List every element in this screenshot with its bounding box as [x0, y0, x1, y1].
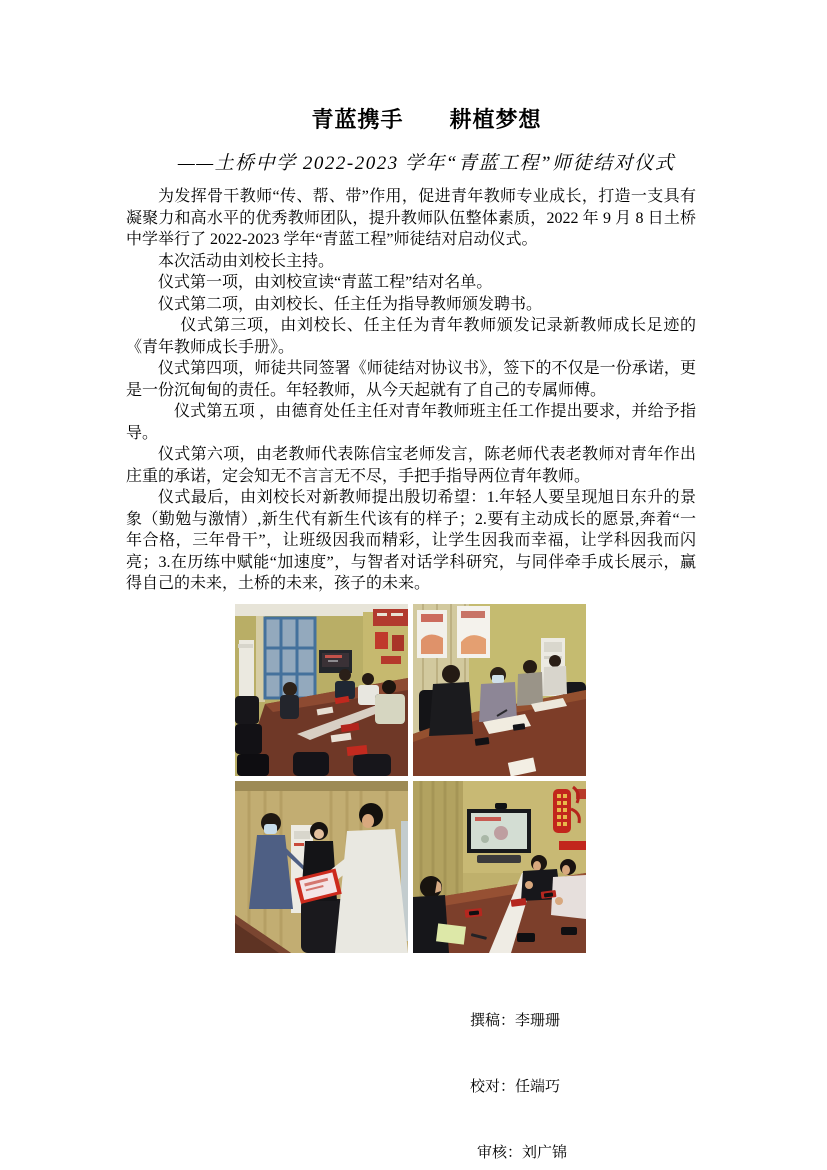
credit-line-proofreader: 校对：任端巧 — [470, 1079, 561, 1095]
credit-line-reviewer: 审核：刘广锦 — [477, 1145, 568, 1161]
body-paragraph: 仪式第四项，师徒共同签署《师徒结对协议书》，签下的不仅是一份承诺，更是一份沉甸甸的责任。年轻教师，从今天起就有了自己的专属师傅。 — [126, 360, 696, 399]
document-body — [126, 186, 696, 595]
photo-tv-discussion — [413, 781, 586, 953]
document-subtitle: ——土桥中学 2022-2023 学年“青蓝工程”师徒结对仪式 — [177, 153, 676, 174]
body-paragraph: 仪式第二项，由刘校长、任主任为指导教师颁发聘书。 — [158, 295, 543, 313]
body-paragraph: 仪式第五项 ，由德育处任主任对青年教师班主任工作提出要求，并给予指导。 — [126, 403, 696, 442]
photo-certificate-award — [235, 781, 408, 953]
photo-meeting-overview — [235, 604, 408, 776]
document-title: 青蓝携手 耕植梦想 — [311, 107, 542, 132]
body-paragraph: 本次活动由刘校长主持。 — [158, 252, 335, 270]
photo-signing-agreement — [413, 604, 586, 776]
body-paragraph: 为发挥骨干教师“传、帮、带”作用，促进青年教师专业成长，打造一支具有凝聚力和高水平的优秀教师团队，提升教师队伍整体素质，2022 年 9 月 8 日土桥中学举行了 2022-2023 学年“青蓝工程”师徒结对启动仪式。 — [126, 188, 696, 248]
credits-block — [470, 966, 567, 1170]
credit-line-author: 撰稿：李珊珊 — [470, 1013, 561, 1029]
body-paragraph: 仪式第六项，由老教师代表陈信宝老师发言，陈老师代表老教师对青年作出庄重的承诺，定会知无不言言无不尽，手把手指导两位青年教师。 — [126, 446, 696, 485]
body-paragraph: 仪式最后，由刘校长对新教师提出殷切希望：1.年轻人要呈现旭日东升的景象（勤勉与激情）,新生代有新生代该有的样子；2.要有主动成长的愿景,奔着“一年合格，三年骨干”，让班级因我而精彩，让学生因我而幸福，让学科因我而闪亮；3.在历练中赋能“加速度”，与智者对话学科研究，与同伴牵手成长展示，赢得自己的未来，土桥的未来，孩子的未来。 — [126, 489, 696, 592]
photo-grid — [235, 604, 586, 953]
body-paragraph: 仪式第一项，由刘校宣读“青蓝工程”结对名单。 — [158, 274, 493, 291]
body-paragraph: 仪式第三项，由刘校长、任主任为青年教师颁发记录新教师成长足迹的《青年教师成长手册》。 — [126, 317, 696, 356]
